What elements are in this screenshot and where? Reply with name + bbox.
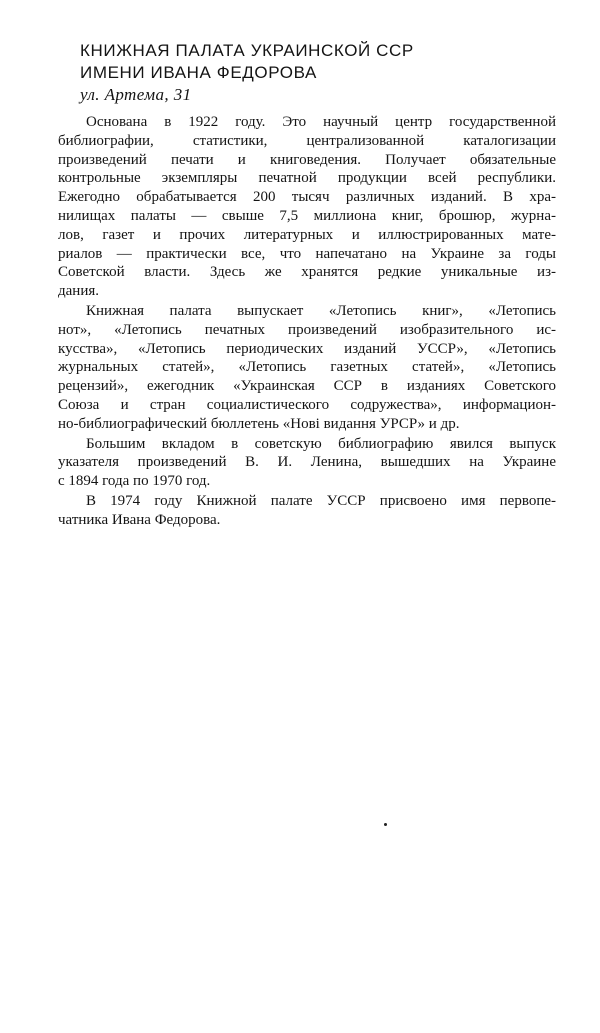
text-line: Союза и стран социалистического содружества», информацион-	[58, 396, 556, 413]
text-line: Советской власти. Здесь же хранятся редкие уникальные из-	[58, 264, 556, 281]
text-line: нилищах палаты — свыше 7,5 миллиона книг, брошюр, журна-	[58, 207, 556, 224]
heading-title-line: ИМЕНИ ИВАНА ФЕДОРОВА	[80, 63, 317, 82]
text-line: кусства», «Летопись периодических изданий УССР», «Летопись	[58, 340, 556, 357]
institution-heading	[80, 40, 540, 106]
text-line: рецензий», ежегодник «Украинская ССР в изданиях Советского	[58, 378, 556, 395]
body-text	[58, 113, 556, 531]
text-line: контрольные экземпляры печатной продукции всей республики.	[58, 170, 556, 187]
text-line: с 1894 года по 1970 год.	[58, 473, 211, 490]
paragraph-founding	[58, 113, 556, 301]
text-line: Ежегодно обрабатывается 200 тысяч различных изданий. В хра-	[58, 189, 556, 206]
text-line: произведений печати и книговедения. Получает обязательные	[58, 151, 556, 168]
text-line: чатника Ивана Федорова.	[58, 511, 221, 528]
paragraph-lenin-index	[58, 435, 556, 491]
text-line: журнальных статей», «Летопись газетных статей», «Летопись	[58, 359, 556, 376]
text-line: Книжная палата выпускает «Летопись книг», «Летопись	[86, 302, 556, 319]
text-line: Основана в 1922 году. Это научный центр государственной	[86, 114, 556, 130]
heading-address: ул. Артема, 31	[80, 85, 192, 104]
text-line: нот», «Летопись печатных произведений изобразительного ис-	[58, 321, 556, 338]
text-line: библиографии, статистики, централизованной каталогизации	[58, 132, 556, 149]
text-line: лов, газет и прочих литературных и иллюстрированных мате-	[58, 226, 556, 243]
text-line: дания.	[58, 283, 99, 300]
text-line: указателя произведений В. И. Ленина, вышедших на Украине	[58, 454, 556, 471]
text-line: риалов — практически все, что напечатано на Украине за годы	[58, 245, 556, 262]
print-speck	[384, 823, 387, 826]
text-line: В 1974 году Книжной палате УССР присвоено имя первопе-	[86, 492, 556, 509]
paragraph-publications	[58, 302, 556, 434]
text-line: Большим вкладом в советскую библиографию явился выпуск	[86, 435, 556, 452]
text-line: но-библиографический бюллетень «Нові видання УРСР» и др.	[58, 415, 460, 432]
paragraph-naming	[58, 492, 556, 530]
heading-title-line: КНИЖНАЯ ПАЛАТА УКРАИНСКОЙ ССР	[80, 41, 414, 60]
